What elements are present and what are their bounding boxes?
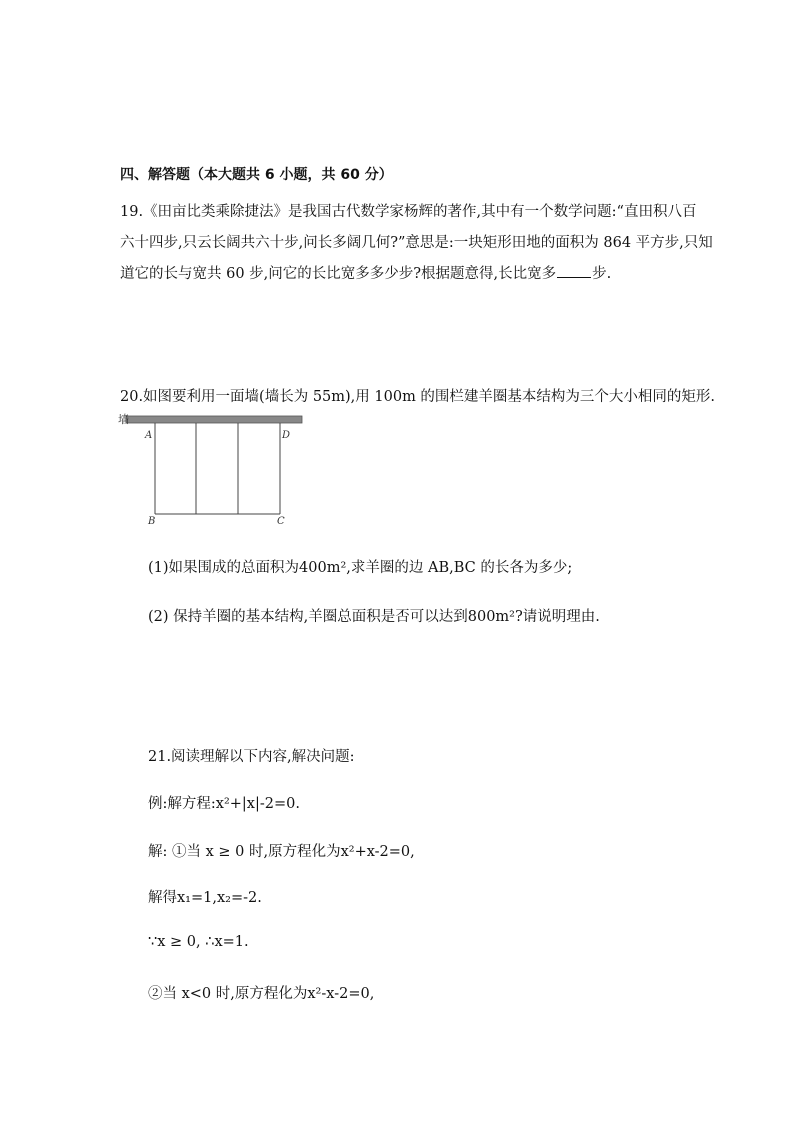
q19-line3	[120, 262, 611, 283]
q21-example: 例:解方程:x²+|x|-2=0.	[148, 796, 300, 812]
label-C: C	[277, 516, 285, 527]
section-heading: 四、解答题（本大题共 6 小题，共 60 分）	[120, 167, 393, 183]
q19-line2: 六十四步,只云长阔共六十步,问长多阔几何?”意思是:一块矩形田地的面积为 864 平方步,只知	[120, 235, 713, 251]
q20-part1: (1)如果围成的总面积为400m²,求羊圈的边 AB,BC 的长各为多少;	[148, 560, 573, 576]
q21-solution-case1: 解: ①当 x ≥ 0 时,原方程化为x²+x-2=0,	[148, 844, 415, 860]
label-A: A	[145, 430, 153, 441]
q19-line3-end: 步.	[592, 266, 612, 282]
q19-line1: 19.《田亩比类乘除捷法》是我国古代数学家杨辉的著作,其中有一个数学问题:“直田积八百	[120, 204, 697, 220]
q20-part2: (2) 保持羊圈的基本结构,羊圈总面积是否可以达到800m²?请说明理由.	[148, 609, 600, 625]
q21-solution-case2: ②当 x<0 时,原方程化为x²-x-2=0,	[148, 986, 375, 1002]
sheep-pen-diagram	[118, 410, 308, 528]
wall-bar	[126, 416, 302, 423]
q19-line3-text: 道它的长与宽共 60 步,问它的长比宽多多少步?根据题意得,长比宽多	[120, 266, 557, 282]
q21-intro: 21.阅读理解以下内容,解决问题:	[148, 749, 355, 765]
q21-solution-conclusion: ∵x ≥ 0, ∴x=1.	[148, 934, 249, 950]
label-B: B	[148, 516, 156, 527]
label-D: D	[282, 430, 291, 441]
answer-blank	[557, 265, 591, 278]
q20-stem: 20.如图要利用一面墙(墙长为 55m),用 100m 的围栏建羊圈基本结构为三个大小相同的矩形.	[120, 389, 716, 405]
q21-solution-roots: 解得x₁=1,x₂=-2.	[148, 890, 262, 906]
wall-label: 墙	[118, 413, 129, 426]
